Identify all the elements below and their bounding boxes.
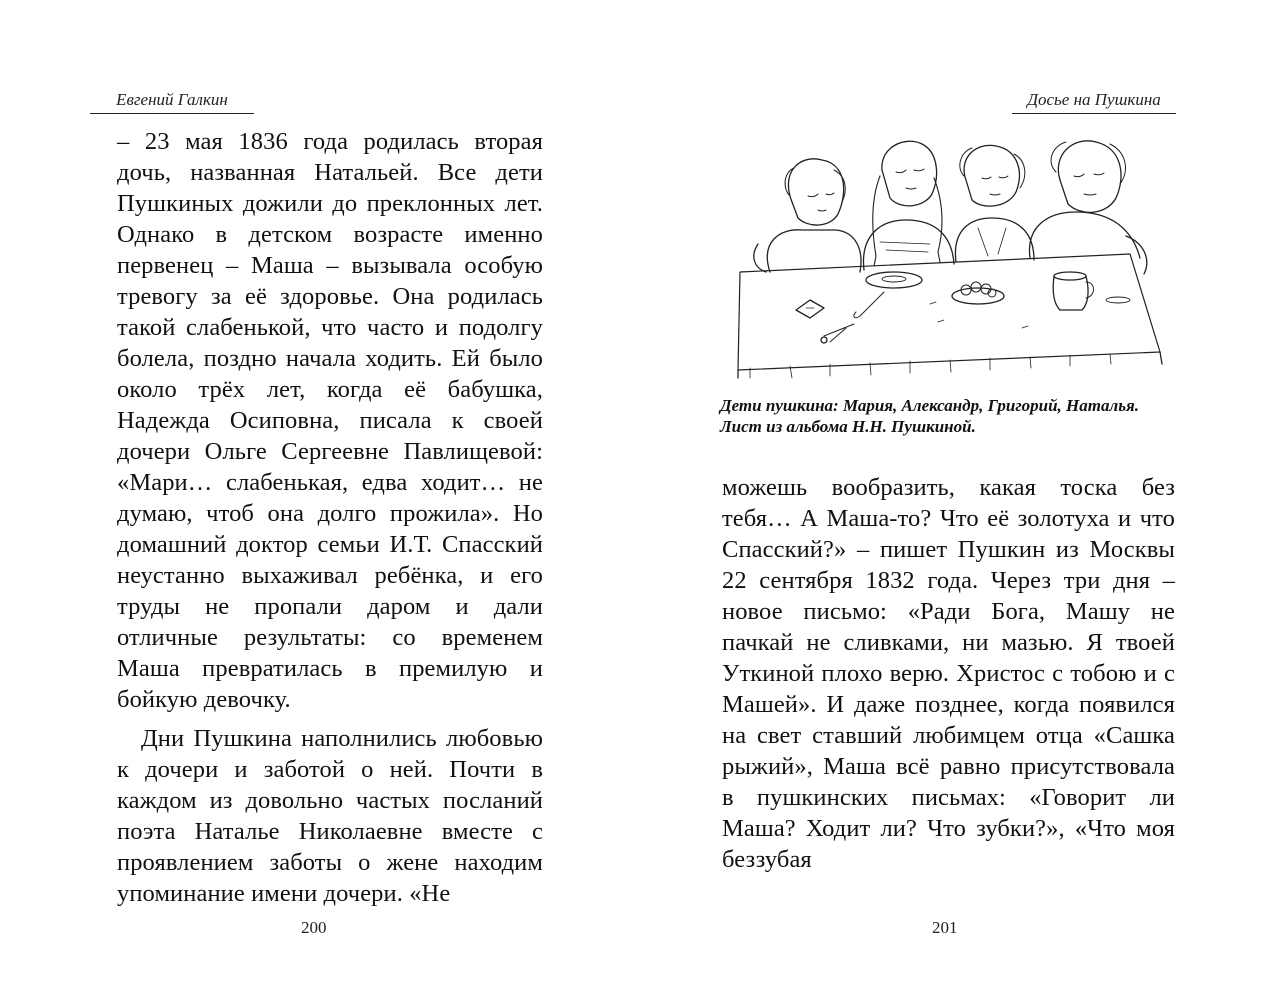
paragraph-2: Дни Пушкина наполнились любовью к дочери и заботой о ней. Почти в каждом из довольно частых посланий поэта Наталье Николаевне вместе с проявлением заботы о жене находим упоминание имени дочери. «Не bbox=[117, 725, 543, 907]
paragraph-1: – 23 мая 1836 года родилась вторая дочь, названная Натальей. Все дети Пушкиных дожили до преклонных лет. Однако в детском возрасте именно первенец – Маша – вызывала особую тревогу за её здоровье. Она родилась такой слабенькой, что часто и подолгу болела, поздно начала ходить. Ей было около трёх лет, когда её бабушка, Надежда Осиповна, писала к своей дочери Ольге Сергеевне Павлищевой: «Мари… слабенькая, едва ходит… не думаю, чтоб она долго прожила». Но домашний доктор семьи И.Т. Спасский неустанно выхаживал ребёнка, и его труды не пропали даром и дали отличные результаты: со временем Маша превратилась в премилую и бойкую девочку. bbox=[117, 128, 543, 713]
children-at-table-drawing bbox=[730, 132, 1164, 382]
right-page-text bbox=[722, 472, 1175, 875]
running-head-title: Досье на Пушкина bbox=[1012, 90, 1176, 114]
paragraph-continued: можешь вообразить, какая тоска без тебя… А Маша-то? Что её золотуха и что Спасский?» – пишет Пушкин из Москвы 22 сентября 1832 года. Через три дня – новое письмо: «Ради Бога, Машу не пачкай не сливками, ни мазью. Я твоей Уткиной плохо верю. Христос с тобою и с Машей». И даже позднее, когда появился на свет ставший любимцем отца «Сашка рыжий», Маша всё равно присутствовала в пушкинских письмах: «Говорит ли Маша? Ходит ли? Что зубки?», «Что моя беззубая bbox=[722, 474, 1175, 873]
page-number-left: 200 bbox=[301, 918, 327, 937]
illustration-caption: Дети пушкина: Мария, Александр, Григорий, Наталья. Лист из альбома Н.Н. Пушкиной. bbox=[720, 396, 1139, 436]
running-head-author: Евгений Галкин bbox=[90, 90, 254, 114]
page-number-right: 201 bbox=[932, 918, 958, 937]
right-page bbox=[632, 0, 1264, 1004]
left-page-text bbox=[117, 126, 543, 909]
